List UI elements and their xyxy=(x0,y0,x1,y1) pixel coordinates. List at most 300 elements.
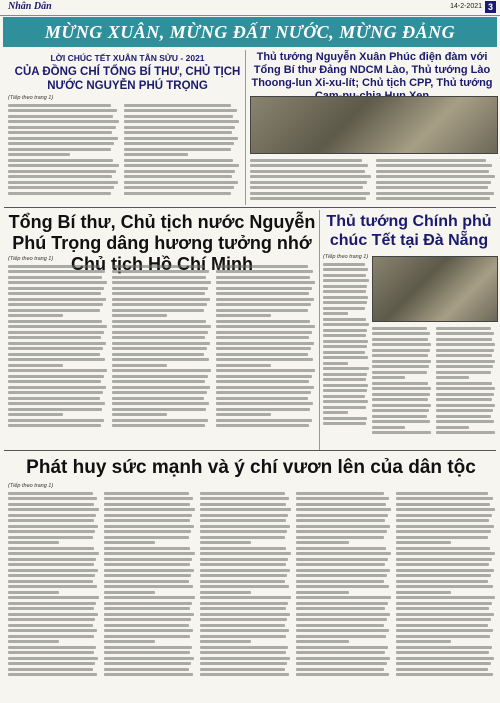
text-line xyxy=(200,651,286,654)
text-line xyxy=(396,547,490,550)
text-line xyxy=(104,508,195,511)
text-line xyxy=(124,109,237,112)
text-line xyxy=(112,386,210,389)
text-line xyxy=(8,668,93,671)
text-line xyxy=(323,334,366,337)
text-line xyxy=(112,331,208,334)
text-line xyxy=(8,126,116,129)
text-line xyxy=(296,635,386,638)
section-rule xyxy=(4,450,496,451)
text-line xyxy=(216,369,315,372)
text-line xyxy=(396,552,495,555)
text-line xyxy=(124,153,188,156)
text-line xyxy=(8,569,98,572)
text-line xyxy=(200,629,289,632)
unity-headline: Phát huy sức mạnh và ý chí vươn lên của dân tộc xyxy=(26,457,476,478)
text-line xyxy=(396,525,494,528)
text-line xyxy=(8,519,94,522)
text-line xyxy=(124,104,231,107)
danang-column-1 xyxy=(323,260,369,445)
danang-column-2 xyxy=(372,324,432,445)
text-line xyxy=(104,624,189,627)
text-line xyxy=(112,281,211,284)
text-line xyxy=(8,514,96,517)
text-line xyxy=(200,657,290,660)
text-line xyxy=(200,618,287,621)
text-line xyxy=(296,508,391,511)
text-line xyxy=(296,624,384,627)
text-line xyxy=(296,552,391,555)
text-line xyxy=(372,349,430,352)
text-line xyxy=(104,607,190,610)
text-line xyxy=(104,662,191,665)
text-line xyxy=(104,602,192,605)
text-line xyxy=(200,596,291,599)
text-line xyxy=(436,426,469,429)
text-line xyxy=(8,391,103,394)
text-line xyxy=(8,320,102,323)
column-divider xyxy=(245,50,246,205)
text-line xyxy=(200,525,290,528)
text-line xyxy=(372,420,430,423)
text-line xyxy=(396,596,495,599)
text-line xyxy=(112,270,209,273)
text-line xyxy=(104,635,190,638)
text-line xyxy=(436,431,495,434)
text-line xyxy=(323,411,348,414)
text-line xyxy=(200,585,289,588)
laos-cambodia-headline: Thủ tướng Nguyễn Xuân Phúc điện đàm với Tổng Bí thư Đảng NDCM Lào, Thủ tướng Lào Thoong-lun Xi-xu-lít; Chủ tịch CPP, Thủ tướng xyxy=(251,51,493,89)
text-line xyxy=(8,635,94,638)
text-line xyxy=(8,530,95,533)
text-line xyxy=(396,635,490,638)
text-line xyxy=(200,552,291,555)
text-line xyxy=(104,563,190,566)
text-line xyxy=(112,292,205,295)
text-line xyxy=(200,536,285,539)
text-line xyxy=(8,347,103,350)
text-line xyxy=(396,503,490,506)
text-line xyxy=(8,563,94,566)
text-line xyxy=(200,624,285,627)
text-line xyxy=(8,618,95,621)
text-line xyxy=(8,558,96,561)
unity-column-4 xyxy=(296,489,392,697)
text-line xyxy=(216,408,310,411)
text-line xyxy=(8,607,94,610)
text-line xyxy=(372,426,405,429)
text-line xyxy=(200,541,251,544)
text-line xyxy=(396,668,488,671)
text-line xyxy=(104,547,190,550)
text-line xyxy=(8,292,101,295)
text-line xyxy=(8,375,104,378)
text-line xyxy=(8,281,107,284)
text-line xyxy=(436,393,494,396)
text-line xyxy=(104,596,195,599)
text-line xyxy=(8,397,100,400)
unity-column-1 xyxy=(8,489,100,697)
text-line xyxy=(436,415,491,418)
text-line xyxy=(124,142,234,145)
text-line xyxy=(216,419,312,422)
text-line xyxy=(250,164,368,167)
text-line xyxy=(8,497,97,500)
text-line xyxy=(104,492,189,495)
text-line xyxy=(323,389,367,392)
text-line xyxy=(376,186,488,189)
newspaper-logo: Nhân Dân xyxy=(8,1,52,12)
text-line xyxy=(296,662,387,665)
text-line xyxy=(296,585,389,588)
text-line xyxy=(200,613,290,616)
text-line xyxy=(8,552,99,555)
text-line xyxy=(250,181,367,184)
text-line xyxy=(104,668,189,671)
text-line xyxy=(124,115,233,118)
text-line xyxy=(216,413,271,416)
text-line xyxy=(372,415,427,418)
text-line xyxy=(124,131,232,134)
text-line xyxy=(296,492,384,495)
text-line xyxy=(8,192,111,195)
text-line xyxy=(8,541,59,544)
text-line xyxy=(200,558,288,561)
text-line xyxy=(372,382,428,385)
text-line xyxy=(8,109,117,112)
danang-headline: Thủ tướng Chính phủ chúc Tết tại Đà Nẵng xyxy=(326,213,492,249)
text-line xyxy=(200,662,287,665)
text-line xyxy=(372,398,428,401)
text-line xyxy=(8,309,100,312)
text-line xyxy=(8,131,112,134)
text-line xyxy=(8,137,118,140)
text-line xyxy=(396,580,488,583)
text-line xyxy=(372,343,431,346)
text-line xyxy=(112,375,208,378)
text-line xyxy=(8,525,98,528)
laos-column-1 xyxy=(250,156,372,204)
text-line xyxy=(8,574,95,577)
text-line xyxy=(296,640,349,643)
text-line xyxy=(296,569,390,572)
text-line xyxy=(200,668,285,671)
text-line xyxy=(216,325,315,328)
text-line xyxy=(124,186,234,189)
text-line xyxy=(200,580,285,583)
text-line xyxy=(296,591,349,594)
text-line xyxy=(8,580,93,583)
text-line xyxy=(8,413,63,416)
text-line xyxy=(436,349,494,352)
hcm-dateline: (Tiếp theo trang 1) xyxy=(8,256,54,262)
text-line xyxy=(372,404,431,407)
text-line xyxy=(124,137,238,140)
letter-pretitle: LỜI CHÚC TẾT XUÂN TÂN SỬU - 2021 xyxy=(50,53,205,63)
text-line xyxy=(124,159,233,162)
text-line xyxy=(216,270,313,273)
text-line xyxy=(250,186,363,189)
text-line xyxy=(112,303,207,306)
text-line xyxy=(104,580,189,583)
text-line xyxy=(104,558,192,561)
text-line xyxy=(8,547,94,550)
text-line xyxy=(216,314,271,317)
text-line xyxy=(372,365,429,368)
text-line xyxy=(104,514,192,517)
text-line xyxy=(296,651,385,654)
text-line xyxy=(8,613,98,616)
text-line xyxy=(436,343,495,346)
text-line xyxy=(396,662,491,665)
text-line xyxy=(8,276,102,279)
text-line xyxy=(8,629,97,632)
text-line xyxy=(112,309,204,312)
text-line xyxy=(296,497,389,500)
danang-column-3 xyxy=(436,324,496,445)
text-line xyxy=(372,338,428,341)
text-line xyxy=(8,624,93,627)
text-line xyxy=(104,673,193,676)
text-line xyxy=(104,646,192,649)
text-line xyxy=(436,382,492,385)
text-line xyxy=(296,607,385,610)
text-line xyxy=(323,268,368,271)
text-line xyxy=(323,340,368,343)
text-line xyxy=(396,514,492,517)
text-line xyxy=(436,404,495,407)
text-line xyxy=(8,336,101,339)
text-line xyxy=(436,376,469,379)
text-line xyxy=(8,303,103,306)
text-line xyxy=(8,364,63,367)
text-line xyxy=(200,602,288,605)
text-line xyxy=(104,640,155,643)
text-line xyxy=(216,265,308,268)
text-line xyxy=(436,398,492,401)
text-line xyxy=(200,492,285,495)
hcm-column-2 xyxy=(112,262,212,445)
text-line xyxy=(104,574,191,577)
text-line xyxy=(216,358,313,361)
text-line xyxy=(112,369,211,372)
text-line xyxy=(8,662,95,665)
text-line xyxy=(396,536,488,539)
text-line xyxy=(436,420,494,423)
text-line xyxy=(396,519,489,522)
text-line xyxy=(8,115,113,118)
danang-dateline: (Tiếp theo trang 1) xyxy=(323,254,369,260)
text-line xyxy=(216,331,312,334)
text-line xyxy=(250,175,371,178)
text-line xyxy=(323,384,368,387)
text-line xyxy=(296,536,384,539)
text-line xyxy=(372,371,427,374)
text-line xyxy=(112,287,208,290)
text-line xyxy=(296,503,386,506)
text-line xyxy=(296,547,386,550)
text-line xyxy=(8,159,113,162)
text-line xyxy=(323,367,369,370)
text-line xyxy=(396,624,488,627)
text-line xyxy=(296,525,390,528)
text-line xyxy=(323,296,368,299)
text-line xyxy=(8,325,107,328)
text-line xyxy=(372,431,431,434)
text-line xyxy=(296,602,388,605)
text-line xyxy=(376,170,489,173)
text-line xyxy=(112,347,207,350)
text-line xyxy=(8,380,101,383)
text-line xyxy=(296,668,384,671)
text-line xyxy=(216,303,311,306)
masthead xyxy=(0,0,500,16)
text-line xyxy=(376,197,490,200)
unity-column-5 xyxy=(396,489,496,697)
text-line xyxy=(376,159,486,162)
text-line xyxy=(323,318,366,321)
text-line xyxy=(372,387,431,390)
text-line xyxy=(112,391,207,394)
text-line xyxy=(436,338,492,341)
text-line xyxy=(8,148,111,151)
text-line xyxy=(376,164,492,167)
text-line xyxy=(104,541,155,544)
unity-column-3 xyxy=(200,489,292,697)
text-line xyxy=(8,153,70,156)
text-line xyxy=(8,585,97,588)
text-line xyxy=(216,298,314,301)
text-line xyxy=(8,142,114,145)
text-line xyxy=(216,342,314,345)
text-line xyxy=(112,353,204,356)
text-line xyxy=(200,514,288,517)
text-line xyxy=(396,602,492,605)
text-line xyxy=(296,541,349,544)
text-line xyxy=(124,148,231,151)
text-line xyxy=(323,356,368,359)
text-line xyxy=(216,336,309,339)
text-line xyxy=(8,408,102,411)
text-line xyxy=(396,613,494,616)
text-line xyxy=(396,497,493,500)
text-line xyxy=(112,402,209,405)
text-line xyxy=(216,380,309,383)
text-line xyxy=(372,354,428,357)
text-line xyxy=(200,547,286,550)
text-line xyxy=(112,265,204,268)
text-line xyxy=(296,657,390,660)
text-line xyxy=(8,331,104,334)
text-line xyxy=(200,569,290,572)
text-line xyxy=(296,580,384,583)
text-line xyxy=(250,197,366,200)
text-line xyxy=(372,327,427,330)
text-line xyxy=(396,640,451,643)
text-line xyxy=(216,347,311,350)
text-line xyxy=(296,519,385,522)
text-line xyxy=(396,508,495,511)
article-photo xyxy=(250,96,498,154)
text-line xyxy=(8,175,112,178)
text-line xyxy=(124,164,239,167)
text-line xyxy=(396,673,493,676)
text-line xyxy=(323,422,366,425)
text-line xyxy=(124,126,235,129)
letter-column-2 xyxy=(124,101,240,204)
text-line xyxy=(104,536,189,539)
text-line xyxy=(216,276,310,279)
text-line xyxy=(296,673,389,676)
text-line xyxy=(396,492,488,495)
text-line xyxy=(124,181,238,184)
text-line xyxy=(200,530,287,533)
text-line xyxy=(8,104,111,107)
text-line xyxy=(200,673,289,676)
text-line xyxy=(8,402,105,405)
text-line xyxy=(436,387,495,390)
text-line xyxy=(323,274,366,277)
text-line xyxy=(396,558,492,561)
text-line xyxy=(250,159,362,162)
text-line xyxy=(436,332,494,335)
text-line xyxy=(8,640,59,643)
text-line xyxy=(216,375,312,378)
text-line xyxy=(8,492,93,495)
text-line xyxy=(372,360,431,363)
text-line xyxy=(396,618,491,621)
text-line xyxy=(436,409,493,412)
section-banner: MỪNG XUÂN, MỪNG ĐẤT NƯỚC, MỪNG ĐẢNG xyxy=(3,17,497,47)
letter-column-1 xyxy=(8,101,120,204)
text-line xyxy=(436,354,492,357)
text-line xyxy=(200,519,286,522)
letter-dateline: (Tiếp theo trang 1) xyxy=(8,95,54,101)
text-line xyxy=(296,563,385,566)
text-line xyxy=(104,651,190,654)
text-line xyxy=(200,497,289,500)
text-line xyxy=(8,424,101,427)
text-line xyxy=(323,351,365,354)
text-line xyxy=(104,497,193,500)
text-line xyxy=(396,585,493,588)
text-line xyxy=(323,400,368,403)
text-line xyxy=(323,362,348,365)
text-line xyxy=(436,327,491,330)
letter-title: CỦA ĐỒNG CHÍ TỔNG BÍ THƯ, CHỦ TỊCH NƯỚC NGUYỄN PHÚ TRỌNG xyxy=(14,66,241,92)
text-line xyxy=(8,353,100,356)
text-line xyxy=(323,279,369,282)
text-line xyxy=(216,292,309,295)
text-line xyxy=(104,585,193,588)
text-line xyxy=(323,378,366,381)
text-line xyxy=(112,408,206,411)
text-line xyxy=(323,345,367,348)
text-line xyxy=(323,417,367,420)
text-line xyxy=(8,186,114,189)
text-line xyxy=(200,508,291,511)
text-line xyxy=(323,263,365,266)
text-line xyxy=(250,170,365,173)
text-line xyxy=(124,175,232,178)
text-line xyxy=(112,424,205,427)
text-line xyxy=(104,552,195,555)
text-line xyxy=(200,563,286,566)
text-line xyxy=(372,393,430,396)
text-line xyxy=(396,569,494,572)
text-line xyxy=(296,596,391,599)
text-line xyxy=(396,541,451,544)
